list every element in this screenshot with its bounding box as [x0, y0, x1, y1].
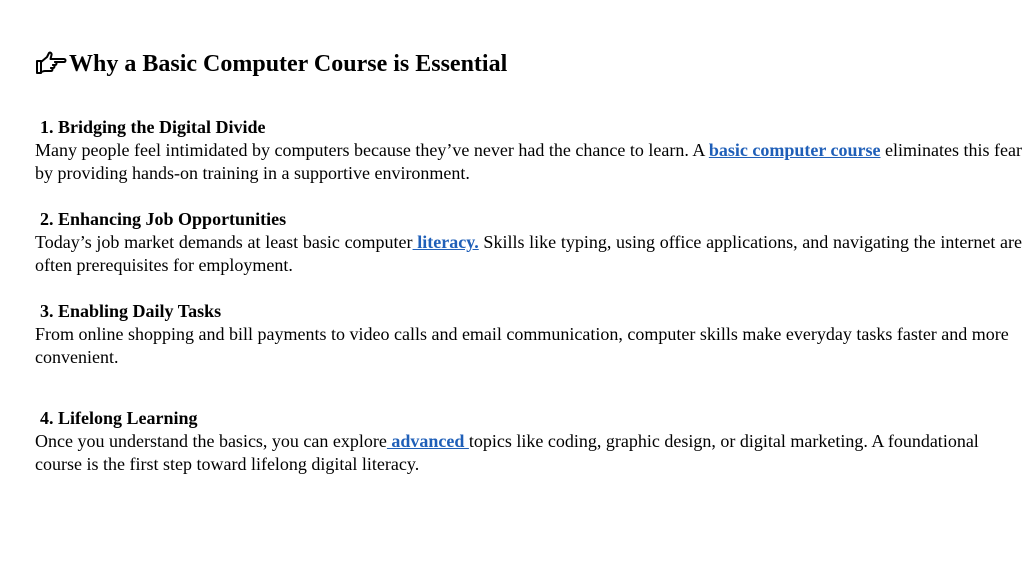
basic-computer-course-link[interactable]: basic computer course	[708, 140, 881, 160]
section-paragraph: From online shopping and bill payments to video calls and email communication, computer skills make everyday tasks faster and more convenient.	[35, 324, 1009, 367]
paragraph-text: Many people feel intimidated by computers because they’ve never had the chance to learn. A	[35, 140, 709, 160]
section-heading: 4. Lifelong Learning	[40, 408, 198, 428]
section-paragraph	[35, 430, 1022, 476]
paragraph-text: Today’s job market demands at least basic computer	[35, 232, 413, 252]
paragraph-text: eliminates this fear by providing hands-on training in a supportive environment.	[35, 140, 1022, 183]
section-heading: 3. Enabling Daily Tasks	[40, 301, 222, 321]
paragraph-text: topics like coding, graphic design, or digital marketing. A foundational course is the first step toward lifelong digital literacy.	[35, 431, 979, 474]
paragraph-text: Skills like typing, using office applications, and navigating the internet are often prerequisites for employment.	[35, 232, 1022, 275]
page-title-text: Why a Basic Computer Course is Essential	[69, 51, 508, 77]
paragraph-text: Once you understand the basics, you can explore	[35, 431, 387, 451]
section-paragraph	[35, 139, 1022, 185]
section-daily-tasks	[35, 300, 1022, 369]
section-paragraph	[35, 231, 1022, 277]
pointing-hand-icon	[35, 51, 67, 77]
section-heading: 2. Enhancing Job Opportunities	[40, 209, 287, 229]
section-digital-divide	[35, 116, 1022, 185]
page-title	[35, 49, 507, 79]
section-heading: 1. Bridging the Digital Divide	[40, 117, 266, 137]
advanced-link[interactable]: advanced	[386, 431, 469, 451]
literacy-link[interactable]: literacy.	[412, 232, 479, 252]
section-job-opportunities	[35, 208, 1022, 277]
section-lifelong-learning	[35, 407, 1022, 476]
